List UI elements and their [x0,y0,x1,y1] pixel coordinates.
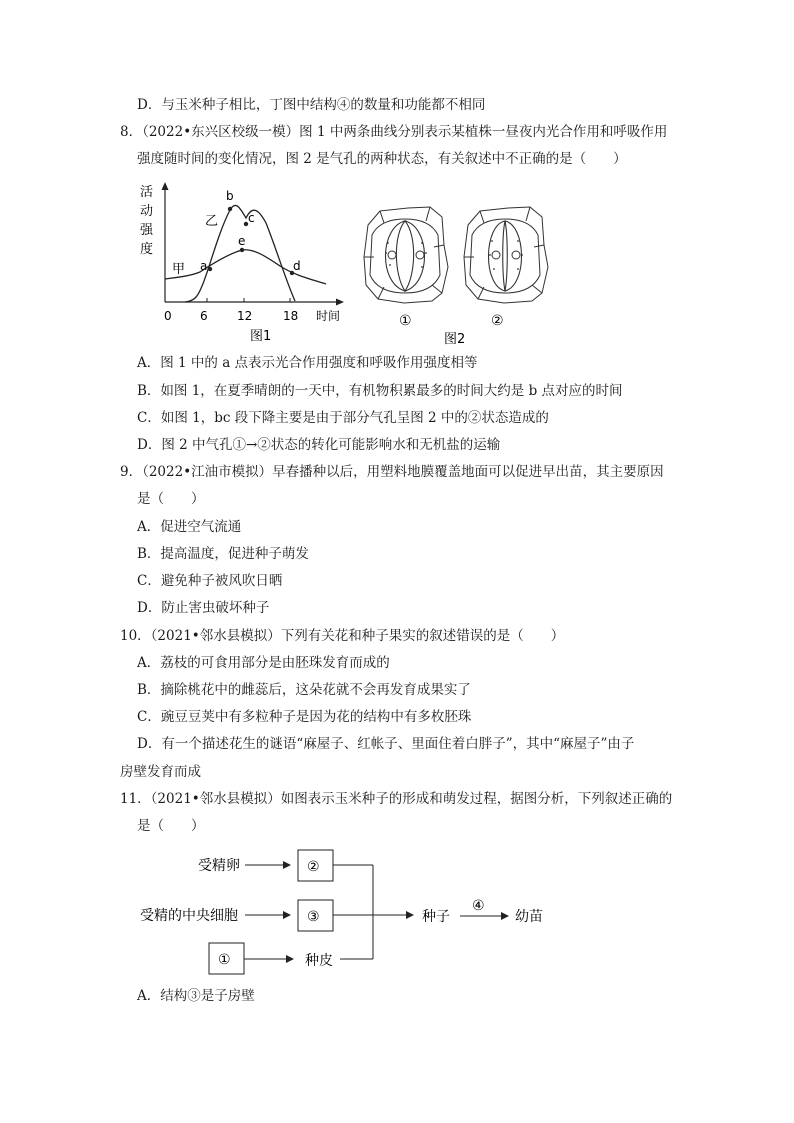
label-d: d [293,259,301,273]
q10-option-b: B．摘除桃花中的雌蕊后，这朵花就不会再发育成果实了 [137,682,471,698]
q8-option-d: D．图 2 中气孔①→②状态的转化可能影响水和无机盐的运输 [137,437,501,453]
curve-jia [165,250,326,284]
q8-option-c: C．如图 1，bc 段下降主要是由于部分气孔呈图 2 中的②状态造成的 [137,410,549,426]
q11-seed-flow-diagram [135,840,555,980]
box-3-label: ③ [307,909,320,925]
label-seed: 种子 [422,909,450,925]
q9-stem-line2: 是（ ） [137,491,205,507]
label-step-4: ④ [472,898,485,914]
label-curve-yi: 乙 [205,214,219,229]
point-b [228,207,232,211]
label-fertilized-egg: 受精卵 [198,858,240,874]
q8-option-a: A．图 1 中的 a 点表示光合作用强度和呼吸作用强度相等 [137,355,478,371]
x-tick-label: 18 [283,309,299,323]
box-2-label: ② [307,859,320,875]
q8-option-b: B．如图 1，在夏季晴朗的一天中，有机物积累最多的时间大约是 b 点对应的时间 [137,383,623,399]
label-b: b [226,189,234,203]
q11-stem-line1: 11．（2021•邻水县模拟）如图表示玉米种子的形成和萌发过程，据图分析，下列叙述正确的 [120,791,673,807]
stoma-closed [464,207,548,303]
q10-stem: 10．（2021•邻水县模拟）下列有关花和种子果实的叙述错误的是（ ） [120,628,565,644]
x-axis-label: 时间 [316,309,341,323]
figure2-caption: 图2 [444,332,466,347]
point-e [240,248,244,252]
q9-option-b: B．提高温度，促进种子萌发 [137,546,309,562]
q11-stem-line2: 是（ ） [137,818,205,834]
stoma-closed-chloroplasts [489,240,523,270]
x-tick-label: 12 [237,309,253,323]
stoma-label-1: ① [399,313,412,329]
q11-option-a: A．结构③是子房壁 [137,988,255,1004]
y-label-char: 动 [140,204,154,219]
q10-option-d: D．有一个描述花生的谜语“麻屋子、红帐子、里面住着白胖子”，其中“麻屋子”由子 [137,736,635,752]
box-1-label: ① [218,952,231,968]
label-curve-jia: 甲 [172,262,186,277]
stoma-open [364,207,448,303]
figure1-caption: 图1 [250,329,272,344]
label-a: a [200,259,208,273]
q8-figure2-stomata [360,205,550,350]
q10-option-c: C．豌豆豆荚中有多粒种子是因为花的结构中有多枚胚珠 [137,709,472,725]
q8-stem-line1: 8．（2022•东兴区校级一模）图 1 中两条曲线分别表示某植株一昼夜内光合作用和呼吸作用 [120,124,668,140]
q9-option-d: D．防止害虫破坏种子 [137,600,270,616]
q9-option-c: C．避免种子被风吹日晒 [137,573,283,589]
label-c: c [248,211,255,225]
x-axis-arrow [336,299,344,306]
q8-figure1-graph [130,178,360,350]
q10-option-a: A．荔枝的可食用部分是由胚珠发育而成的 [137,655,390,671]
y-label-char: 强 [140,223,154,238]
q8-stem-line2: 强度随时间的变化情况，图 2 是气孔的两种状态，有关叙述中不正确的是（ ） [137,151,627,167]
label-e: e [238,234,246,248]
q10-option-d-cont: 房壁发育而成 [120,764,201,780]
y-axis-arrow [162,182,169,190]
stoma-label-2: ② [491,313,504,329]
q9-option-a: A．促进空气流通 [137,519,242,535]
label-seed-coat: 种皮 [305,953,333,969]
x-tick-label: 0 [164,309,172,323]
curve-yi [185,205,295,302]
point-a [208,267,212,271]
stoma-open-chloroplasts [385,242,427,268]
y-label-char: 活 [140,185,154,200]
q9-stem-line1: 9．（2022•江油市模拟）早春播种以后，用塑料地膜覆盖地面可以促进早出苗，其主要原因 [120,464,664,480]
label-fertilized-central-cell: 受精的中央细胞 [140,908,238,924]
y-label-char: 度 [140,242,154,257]
label-seedling: 幼苗 [515,909,543,925]
q7-option-d: D．与玉米种子相比，丁图中结构④的数量和功能都不相同 [137,97,486,113]
x-tick-label: 6 [200,309,208,323]
